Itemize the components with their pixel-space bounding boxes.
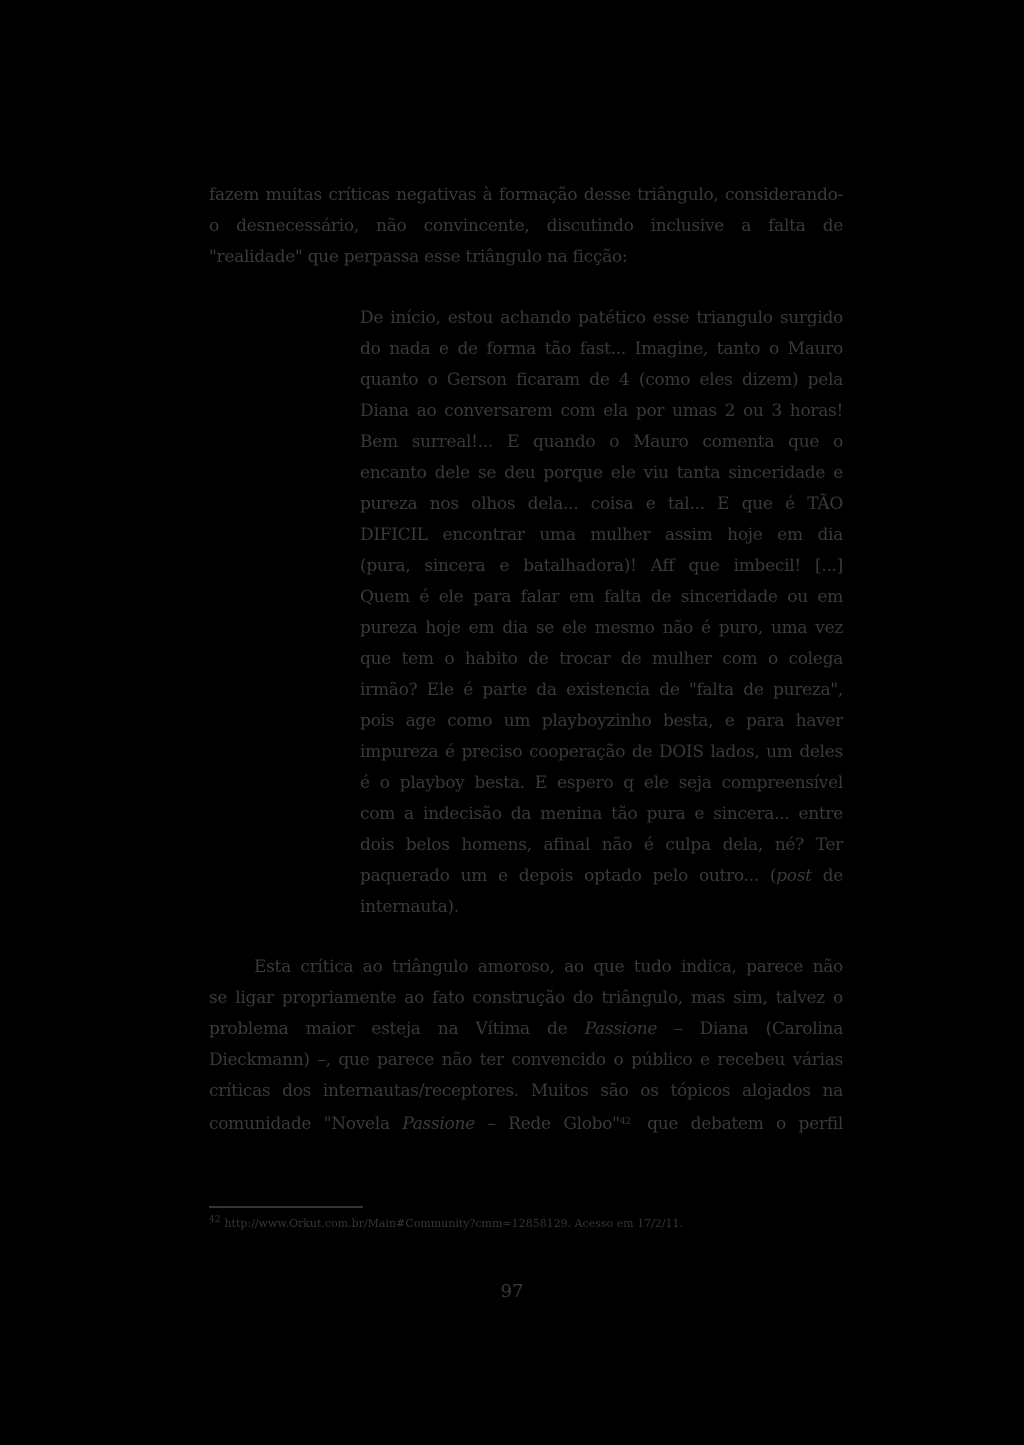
- quote-line: com a indecisão da menina tão pura e sincera... entre: [360, 804, 843, 824]
- quote-line: dois belos homens, afinal não é culpa dela, né? Ter: [360, 835, 843, 855]
- intro-line: o desnecessário, não convincente, discutindo inclusive a falta de: [209, 216, 843, 236]
- intro-line: "realidade" que perpassa esse triângulo na ficção:: [209, 247, 628, 267]
- quote-text: de: [811, 866, 843, 886]
- quote-line: impureza é preciso cooperação de DOIS lados, um deles: [360, 742, 843, 762]
- quote-italic-word: post: [776, 866, 812, 886]
- quote-line-with-italic: [360, 861, 843, 891]
- quote-line: do nada e de forma tão fast... Imagine, tanto o Mauro: [360, 339, 843, 359]
- footnote-reference: 42: [619, 1117, 631, 1127]
- footnote-number: 42: [209, 1215, 221, 1225]
- quote-line: que tem o habito de trocar de mulher com o colega: [360, 649, 843, 669]
- body-line: [209, 1014, 843, 1044]
- body-text: comunidade "Novela: [209, 1114, 403, 1134]
- quote-line: pureza nos olhos dela... coisa e tal... E que é TÃO: [360, 494, 843, 514]
- body-text: problema maior esteja na Vítima de: [209, 1019, 585, 1039]
- body-text: Esta crítica ao triângulo amoroso, ao que tudo indica, parece não: [254, 957, 843, 977]
- quote-line: pois age como um playboyzinho besta, e para haver: [360, 711, 843, 731]
- quote-line: De início, estou achando patético esse triangulo surgido: [360, 308, 843, 328]
- footnote: [209, 1211, 683, 1233]
- body-text: – Diana (Carolina: [657, 1019, 843, 1039]
- quote-line: pureza hoje em dia se ele mesmo não é puro, uma vez: [360, 618, 843, 638]
- quote-text: paquerado um e depois optado pelo outro... (: [360, 866, 777, 886]
- body-line: críticas dos internautas/receptores. Muitos são os tópicos alojados na: [209, 1081, 843, 1101]
- body-text: que debatem o perfil: [634, 1114, 843, 1134]
- quote-line: DIFICIL encontrar uma mulher assim hoje em dia: [360, 525, 843, 545]
- body-line: [209, 1107, 843, 1139]
- page-number: 97: [500, 1281, 524, 1302]
- quote-line: é o playboy besta. E espero q ele seja compreensível: [360, 773, 843, 793]
- quote-line: internauta).: [360, 897, 459, 917]
- footnote-text: http://www.Orkut.com.br/Main#Community?cmm=12858129. Acesso em 17/2/11.: [224, 1217, 683, 1230]
- quote-line: encanto dele se deu porque ele viu tanta sinceridade e: [360, 463, 843, 483]
- quote-line: quanto o Gerson ficaram de 4 (como eles dizem) pela: [360, 370, 843, 390]
- quote-line: Quem é ele para falar em falta de sinceridade ou em: [360, 587, 843, 607]
- body-line: se ligar propriamente ao fato construção do triângulo, mas sim, talvez o: [209, 988, 843, 1008]
- quote-line: irmão? Ele é parte da existencia de "falta de pureza",: [360, 680, 843, 700]
- body-line: [209, 952, 843, 982]
- footnote-divider: [209, 1206, 363, 1208]
- body-text: – Rede Globo": [474, 1114, 620, 1134]
- body-italic-title: Passione: [402, 1114, 475, 1134]
- quote-line: (pura, sincera e batalhadora)! Aff que imbecil! [...]: [360, 556, 843, 576]
- quote-line: Bem surreal!... E quando o Mauro comenta que o: [360, 432, 843, 452]
- body-italic-title: Passione: [584, 1019, 658, 1039]
- intro-line: fazem muitas críticas negativas à formação desse triângulo, considerando-: [209, 185, 843, 205]
- quote-line: Diana ao conversarem com ela por umas 2 ou 3 horas!: [360, 401, 843, 421]
- body-line: Dieckmann) –, que parece não ter convencido o público e recebeu várias: [209, 1050, 843, 1070]
